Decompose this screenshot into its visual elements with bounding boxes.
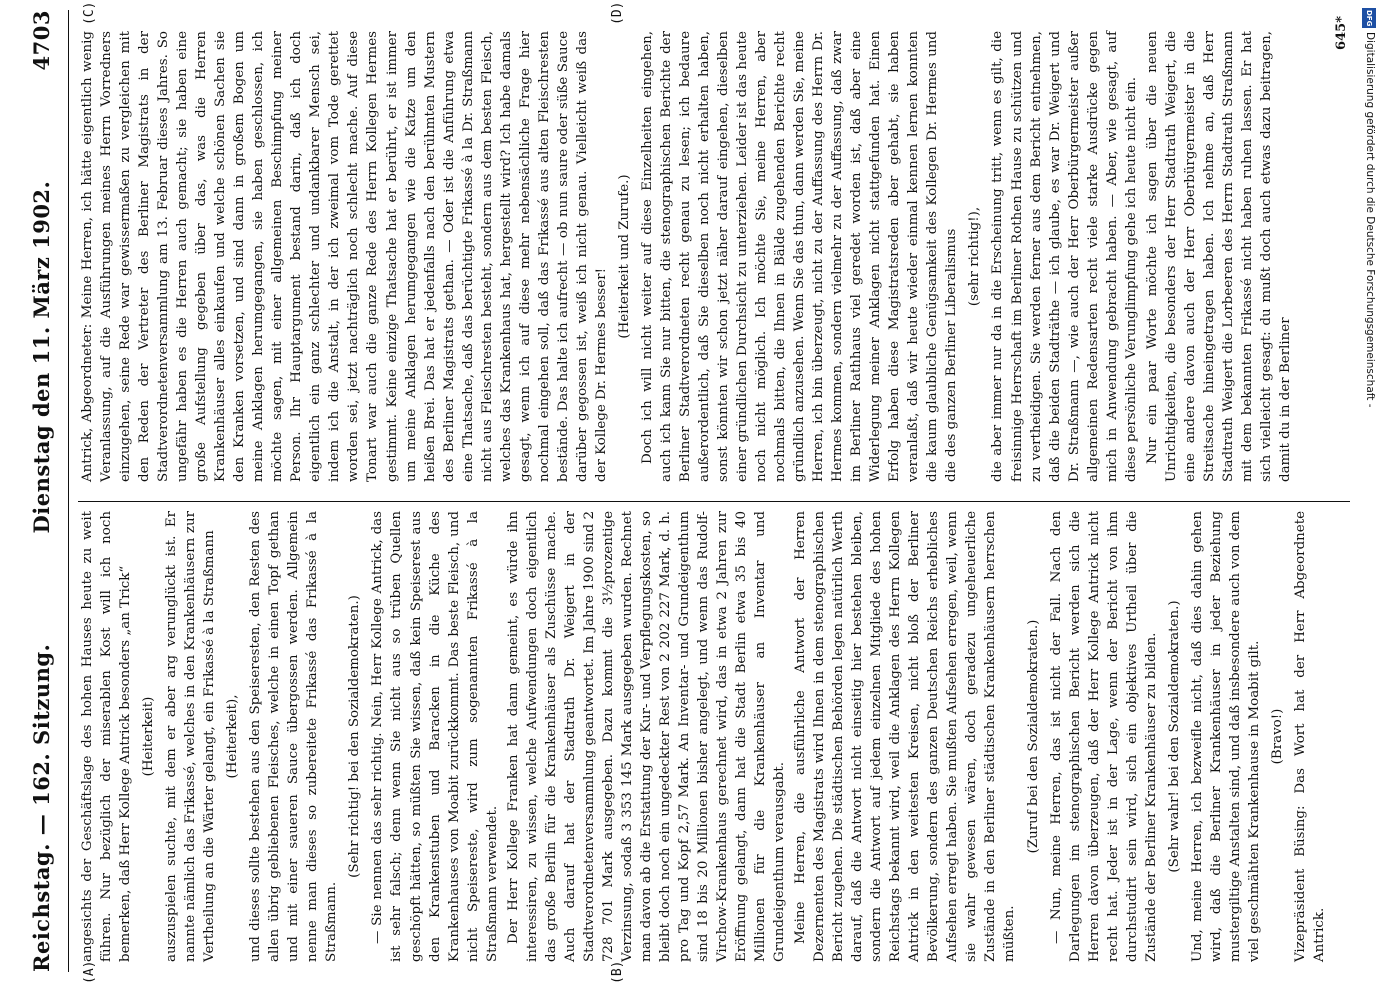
- header-session: Reichstag. — 162. Sitzung.: [29, 643, 54, 972]
- paragraph: (sehr richtig!),: [967, 206, 983, 307]
- column-divider: [78, 501, 1350, 502]
- page-header: [29, 10, 62, 972]
- paragraph: Der Herr Kollege Franken hat dann gemeint, es würde ihn interessiren, zu wissen, welche Aufwendungen doch eigentlich das große Berlin für die Krankenhäuser als Zuschüsse mache. Auch darauf hat der Stadtrath Dr. Weigert in der Stadtverordnetenversammlung geantwortet. Im Jahre 1900 sind 2 728 701 Mark ausgegeben. Dazu kommt die 3½prozentige Verzinsung, sodaß 3 353 145 Mark ausgegeben wurden. Rechnet man davon ab die Erstattung der Kur- und Verpflegungskosten, so bleibt doch noch ein ungedeckter Rest von 2 202 227 Mark, d. h. pro Tag und Kopf 2,57 Mark. An Inventar- und Grundeigenthum sind 18 bis 20 Millionen bisher angelegt, und wenn das Rudolf-Virchow-Krankenhaus gerechnet wird, das in etwa 2 Jahren zur Eröffnung gelangt, dann hat die Stadt Berlin etwa 35 bis 40 Millionen für die Krankenhäuser an Inventar und Grundeigenthum verausgabt.: [505, 511, 788, 962]
- paragraph: (Bravo!): [1269, 708, 1285, 765]
- rotated-newspaper-page: [26, 1, 1356, 990]
- paragraph: (Heiterkeit und Zurufe.): [616, 174, 632, 339]
- margin-marker-d: (D): [610, 1, 625, 25]
- paragraph: — Nun, meine Herren, das ist nicht der Fall. Nach den Darlegungen im stenographischen Bericht werden sich die Herren davon überzeugen, daß der Herr Kollege Antrick nicht recht hat. Jeder ist in der Lage, wenn der Bericht von ihm durchstudirt sein wird, sich ein objektives Urtheil über die Zustände der Berliner Krankenhäuser zu bilden.: [1048, 511, 1159, 962]
- margin-marker-b: (B): [610, 960, 625, 984]
- right-text-column: [78, 31, 1297, 482]
- signature-mark: 645*: [1333, 16, 1349, 50]
- paragraph: (Sehr wahr! bei den Sozialdemokraten.): [1166, 600, 1182, 873]
- paragraph: (Heiterkeit),: [225, 694, 241, 779]
- margin-marker-a: (A): [82, 960, 97, 984]
- paragraph: Doch ich will nicht weiter auf diese Einzelheiten eingehen, auch ich kann Sie nur bitten, die stenographischen Berichte der Berliner Stadtverordneten recht genau zu lesen; ich bedaure außerordentlich, daß Sie dieselben noch nicht erhalten haben, sonst könnten wir schon jetzt näher darauf eingehen, dieselben einer gründlichen Durchsicht zu unterziehen. Leider ist das heute noch nicht möglich. Ich möchte Sie, meine Herren, aber nochmals bitten, die Ihnen in Bälde zugehenden Berichte recht gründlich anzusehen. Wenn Sie das thun, dann werden Sie, meine Herren, ich bin überzeugt, nicht zu der Auffassung des Herrn Dr. Hermes kommen, sondern vielmehr zu der Auffassung, daß zwar im Berliner Rathhaus viel geredet worden ist, daß aber eine Widerlegung meiner Anklagen nicht stattgefunden hat. Einen Erfolg haben diese Magistratsreden aber gehabt, sie haben veranlaßt, daß wir heute wieder einmal kennen lernen konnten die kaum glaubliche Genügsamkeit des Kollegen Dr. Hermes und die des ganzen Berliner Liberalismus: [639, 31, 960, 482]
- digitization-credit-text: Digitalisierung gefördert durch die Deutsche Forschungsgemeinschaft -: [1364, 32, 1376, 408]
- paragraph: — Sie nennen das sehr richtig. Nein, Herr Kollege Antrick, das ist sehr falsch; denn wenn Sie nicht aus so trüben Quellen geschöpft hätten, so müßten Sie wissen, daß kein Speiserest aus den Krankenstuben und Baracken in die Küche des Krankenhauses von Moabit zurückkommt. Das beste Fleisch, und nicht Speisereste, wird zum sogenannten Frikassé à la Straßmann verwendet.: [370, 511, 500, 962]
- header-rule: [68, 10, 69, 972]
- paragraph: Nur ein paar Worte möchte ich sagen über die neuen Unrichtigkeiten, die besonders der Herr Stadtrath Weigert, die eine andere davon auch der Herr Oberbürgermeister in die Streitsache hineingetragen haben. Ich nehme an, daß Herr Stadtrath Weigert die Lorbeeren des Herrn Stadtrath Straßmann mit dem bekannten Frikassé nicht haben ruhen lassen. Er hat sich vielleicht gesagt: du mußt doch auch etwas dazu beitragen, damit du in der Berliner: [1144, 31, 1293, 482]
- dfg-logo-icon: DFG: [1362, 8, 1376, 28]
- paragraph: Vizepräsident Büsing: Das Wort hat der Herr Abgeordnete Antrick.: [1292, 511, 1327, 962]
- paragraph: und dieses sollte bestehen aus den Speiseresten, den Resten des allen übrig gebliebenen Fleisches, welche in einen Topf gethan und mit einer saueren Sauce übergossen werden. Allgemein nenne man dieses so zubereitete Frikassé das Frikassé à la Straßmann.: [248, 511, 340, 962]
- header-date: Dienstag den 11. März 1902.: [29, 180, 54, 534]
- digitization-credit-strip: [1362, 8, 1376, 988]
- paragraph: (Sehr richtig! bei den Sozialdemokraten.): [347, 595, 363, 878]
- margin-marker-c: (C): [82, 1, 97, 25]
- paragraph: Meine Herren, die ausführliche Antwort der Herren Dezernenten des Magistrats wird Ihnen in dem stenographischen Bericht zugehen. Die städtischen Behörden legen natürlich Werth darauf, daß die Antwort nicht einseitig hier bestehen bleiben, sondern die Antwort auf jedem einzelnen Mitgliede des hohen Reichstags bekannt wird, weil die Anklagen des Herrn Kollegen Antrick in den weitesten Kreisen, nicht bloß der Berliner Bevölkerung, sondern des ganzen Deutschen Reichs erhebliches Aufsehen erregt haben. Sie mußten Aufsehen erregen, weil, wenn sie wahr gewesen wären, doch geradezu ungeheuerliche Zustände in den Berliner städtischen Krankenhäusern herrschen müßten.: [793, 511, 1018, 962]
- paragraph: die aber immer nur da in die Erscheinung tritt, wenn es gilt, die freisinnige Herrschaft im Berliner Rothen Hause zu schützen und zu vertheidigen. Sie werden ferner aus dem Bericht entnehmen, daß die beiden Stadträthe — ich glaube, es war Dr. Weigert und Dr. Straßmann —, wie auch der Herr Oberbürgermeister außer allgemeinen Redensarten recht viele starke Ausdrücke gegen mich in Anwendung gebracht haben. — Aber, wie gesagt, auf diese persönliche Verunglimpfung gehe ich heute nicht ein.: [990, 31, 1139, 482]
- paragraph: angesichts der Geschäftslage des hohen Hauses heute zu weit führen. Nur bezüglich der miserablen Kost will ich noch bemerken, daß Herr Kollege Antrick besonders „an Trick“: [80, 511, 134, 962]
- left-text-column: [78, 511, 1331, 962]
- paragraph: auszuspielen suchte, mit dem er aber arg verunglückt ist. Er nannte nämlich das Frikassé, welches in den Krankenhäusern zur Vertheilung an die Wärter gelangt, ein Frikassé à la Straßmann: [164, 511, 218, 962]
- page-number: 4703: [29, 10, 54, 71]
- paragraph: (Zuruf bei den Sozialdemokraten.): [1025, 619, 1041, 854]
- paragraph: Und, meine Herren, ich bezweifle nicht, daß dies dahin gehen wird, daß die Berliner Krankenhäuser in jeder Beziehung mustergiltige Anstalten sind, und daß insbesondere auch von dem viel geschmähten Krankenhause in Moabit gilt.: [1189, 511, 1262, 962]
- paragraph: (Heiterkeit): [141, 696, 157, 777]
- paragraph: Antrick, Abgeordneter: Meine Herren, ich hätte eigentlich wenig Veranlassung, auf die Ausführungen meines Herrn Vorredners einzugehen, seine Rede war gewissermaßen zu vergleichen mit den Reden der Vertreter des Berliner Magistrats in der Stadtverordnetenversammlung am 13. Februar dieses Jahres. So ungefähr haben es die Herren auch gemacht; sie haben eine große Aufstellung gegeben über das, was die Herren Krankenhäuser alles einkaufen und welche schönen Sachen sie den Kranken vorsetzen, und sind dann in großem Bogen um meine Anklagen herumgegangen, sie haben geschlossen, ich möchte sagen, mit einer allgemeinen Beschimpfung meiner Person. Ihr Hauptargument bestand darin, daß ich doch eigentlich ein ganz schlechter und undankbarer Mensch sei, indem ich die Anstalt, in der ich zweimal vom Tode gerettet worden sei, jetzt nachträglich noch schlecht mache. Auf diese Tonart war auch die ganze Rede des Herrn Kollegen Hermes gestimmt. Keine einzige Thatsache hat er berührt, er ist immer um meine Anklagen herumgegangen wie die Katze um den heißen Brei. Das hat er jedenfalls nach den berühmten Mustern des Berliner Magistrats gethan. — Oder ist die Anführung etwa eine Thatsache, daß das berüchtigte Frikassé à la Dr. Straßmann nicht aus Fleischresten besteht, sondern aus dem besten Fleisch, welches das Krankenhaus hat, hergestellt wird? Ich habe damals gesagt, wenn ich auf diese mehr nebensächliche Frage hier nochmal eingehen soll, daß das Frikassé aus alten Fleischresten bestände. Das halte ich aufrecht — ob nun saure oder süße Sauce darüber gegossen ist, weiß ich nicht genau. Vielleicht weiß das der Kollege Dr. Hermes besser!: [80, 31, 609, 482]
